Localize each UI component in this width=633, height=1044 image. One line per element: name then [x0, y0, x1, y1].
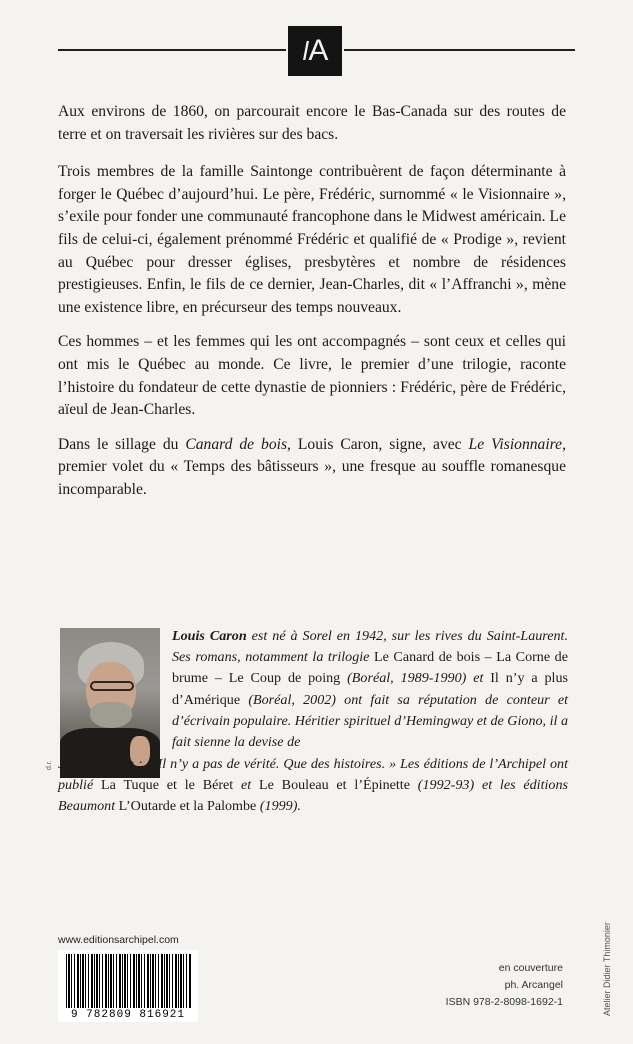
barcode-bars [66, 954, 192, 1008]
cover-line-2: ph. Arcangel [504, 979, 563, 991]
author-beard [90, 702, 132, 728]
author-bio-continued: Jim Harrison : « Il n’y a pas de vérité. Que des histoires. » Les éditions de l’Archipel ont publié La Tuque et le Béret et Le Bouleau et l’Épinette (1992-93) et les éditions Beaumont L’Outarde et la Palombe (1999). [58, 756, 568, 815]
cover-line-1: en couverture [498, 962, 563, 974]
design-credit: Atelier Didier Thimonier [602, 922, 612, 1016]
author-bio: Louis Caron est né à Sorel en 1942, sur les rives du Saint-Laurent. Ses romans, notamment la trilogie Le Canard de bois – La Corne de brume – Le Coup de poing (Boréal, 1989-1990) et Il n’y a plus d’Amérique (Boréal, 2002) ont fait sa réputation de conteur et d’écrivain populaire. Héritier spirituel d’Hemingway et de Giono, il a fait sienne la devise de [172, 628, 568, 751]
paragraph-2: Trois membres de la famille Saintonge contribuèrent de façon déterminante à forger le Québec d’aujourd’hui. Le père, Frédéric, surnommé « le Visionnaire », s’exile pour fonder une communauté francophone dans le Midwest américain. Le fils de celui-ci, également prénommé Frédéric et qualifié de « Prodige », revient au Québec pour dresser églises, presbytères et nombre de résidences prestigieuses. Enfin, le fils de ce dernier, Jean-Charles, dit « l’Affranchi », mène une existence libre, en précurseur des temps nouveaux. [58, 163, 566, 316]
author-glasses [90, 681, 134, 691]
publisher-url: www.editionsarchipel.com [58, 934, 179, 946]
cover-credits [446, 960, 563, 1011]
top-rule-left [58, 49, 286, 51]
top-rule-right [344, 49, 575, 51]
paragraph-3: Ces hommes – et les femmes qui les ont accompagnés – sont ceux et celles qui ont mis le Québec au monde. Ce livre, le premier d’une trilogie, raconte l’histoire du fondateur de cette dynastie de pionniers : Frédéric, père de Frédéric, aïeul de Jean-Charles. [58, 333, 566, 419]
photo-credit: d.r. [46, 760, 53, 770]
paragraph-4: Dans le sillage du Canard de bois, Louis Caron, signe, avec Le Visionnaire, premier volet du « Temps des bâtisseurs », une fresque au souffle romanesque incomparable. [58, 435, 567, 498]
isbn: ISBN 978-2-8098-1692-1 [445, 996, 563, 1008]
barcode-digits: 9 782809 816921 [70, 1009, 186, 1021]
synopsis [58, 101, 566, 514]
barcode [58, 950, 198, 1022]
publisher-logo: l A [288, 26, 342, 76]
paragraph-1: Aux environs de 1860, on parcourait encore le Bas-Canada sur des routes de terre et on traversait les rivières sur des bacs. [58, 103, 566, 143]
